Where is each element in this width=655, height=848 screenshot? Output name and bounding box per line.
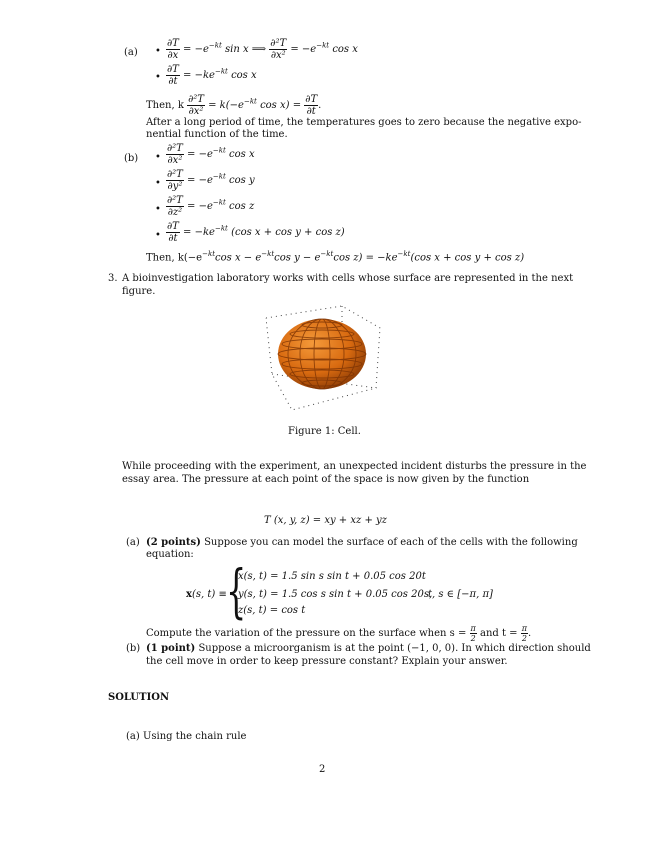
question-3-text-1: A bioinvestigation laboratory works with cells whose surface are represented in the next	[122, 273, 574, 284]
question-b-text-1: (1 point) Suppose a microorganism is at the point (−1, 0, 0). In which direction should	[146, 643, 591, 654]
cell-figure	[262, 304, 386, 412]
solution-heading: SOLUTION	[108, 692, 170, 703]
bullet: •	[155, 230, 161, 241]
question-3-number: 3.	[108, 273, 118, 284]
system-eq-3: z(s, t) = cos t	[238, 605, 306, 616]
paragraph-1: While proceeding with the experiment, an unexpected incident disturbs the pressure in the	[122, 461, 587, 472]
domain: t, s ∈ [−π, π]	[428, 589, 493, 600]
figure-caption: Figure 1: Cell.	[288, 426, 361, 437]
equation-a1: $\frac{\partial T}{\partial x}$ = $-e^{-kt}$ sin x ⟹ $\frac{\text{∂²T}}{\text{∂x²}}$ = $-e^{-kt}$ cos x	[167, 38, 358, 61]
pressure-function: T (x, y, z) = xy + xz + yz	[264, 515, 387, 526]
compute-line: Compute the variation of the pressure on the surface when s = $\frac{\pi}{2}$ and t = $\frac{\pi}{2}$ .	[146, 624, 532, 643]
vector-x-label: x(s, t) ≡	[186, 589, 227, 600]
question-a-text-2: equation:	[146, 549, 194, 560]
question-a-label: (a)	[126, 537, 140, 548]
system-brace: {	[226, 557, 247, 625]
then-a: Then, k $\frac{\text{∂²T}}{\text{∂x²}}$ = $k(-e^{-kt}$ cos x) = $\frac{\partial T}{\partial t}$ .	[146, 94, 322, 117]
paragraph-2: essay area. The pressure at each point of the space is now given by the function	[122, 474, 530, 485]
cell-body	[278, 319, 366, 389]
part-a-label: (a)	[124, 47, 138, 58]
system-eq-2: y(s, t) = 1.5 cos s sin t + 0.05 cos 20s,	[238, 589, 433, 600]
bullet: •	[155, 46, 161, 57]
bullet: •	[155, 72, 161, 83]
after-text-1: After a long period of time, the temperatures goes to zero because the negative expo-	[146, 117, 582, 128]
after-text-2: nential function of the time.	[146, 129, 288, 140]
equation-b2: $\frac{\text{∂²T}}{\text{∂y²}}$ = $-e^{-kt}$ cos y	[167, 169, 255, 192]
solution-a: (a) Using the chain rule	[126, 731, 247, 742]
equation-a2: $\frac{\partial T}{\partial t}$ = $-ke^{-kt}$ cos x	[167, 64, 257, 87]
question-b-label: (b)	[126, 643, 141, 654]
page-number: 2	[319, 764, 326, 775]
bullet: •	[155, 204, 161, 215]
bullet: •	[155, 152, 161, 163]
question-3-text-2: figure.	[122, 286, 156, 297]
then-b: Then, $k(-e^{-kt}\cos$ $x - e^{-kt}\cos$ $y - e^{-kt}\cos$ $z) = -ke^{-kt}(\cos$ x + cos y + cos z)	[146, 250, 525, 264]
equation-b4: $\frac{\partial T}{\partial t}$ = $-ke^{-kt}$ (cos x + cos y + cos z)	[167, 221, 345, 244]
question-b-text-2: the cell move in order to keep pressure constant? Explain your answer.	[146, 656, 508, 667]
question-a-text-1: (2 points) Suppose you can model the surface of each of the cells with the following	[146, 537, 578, 548]
system-eq-1: x(s, t) = 1.5 sin s sin t + 0.05 cos 20t	[238, 571, 426, 582]
bullet: •	[155, 178, 161, 189]
equation-b1: $\frac{\text{∂²T}}{\text{∂x²}}$ = $-e^{-kt}$ cos x	[167, 143, 255, 166]
part-b-label: (b)	[124, 153, 139, 164]
equation-b3: $\frac{\text{∂²T}}{\text{∂z²}}$ = $-e^{-kt}$ cos z	[167, 195, 255, 218]
